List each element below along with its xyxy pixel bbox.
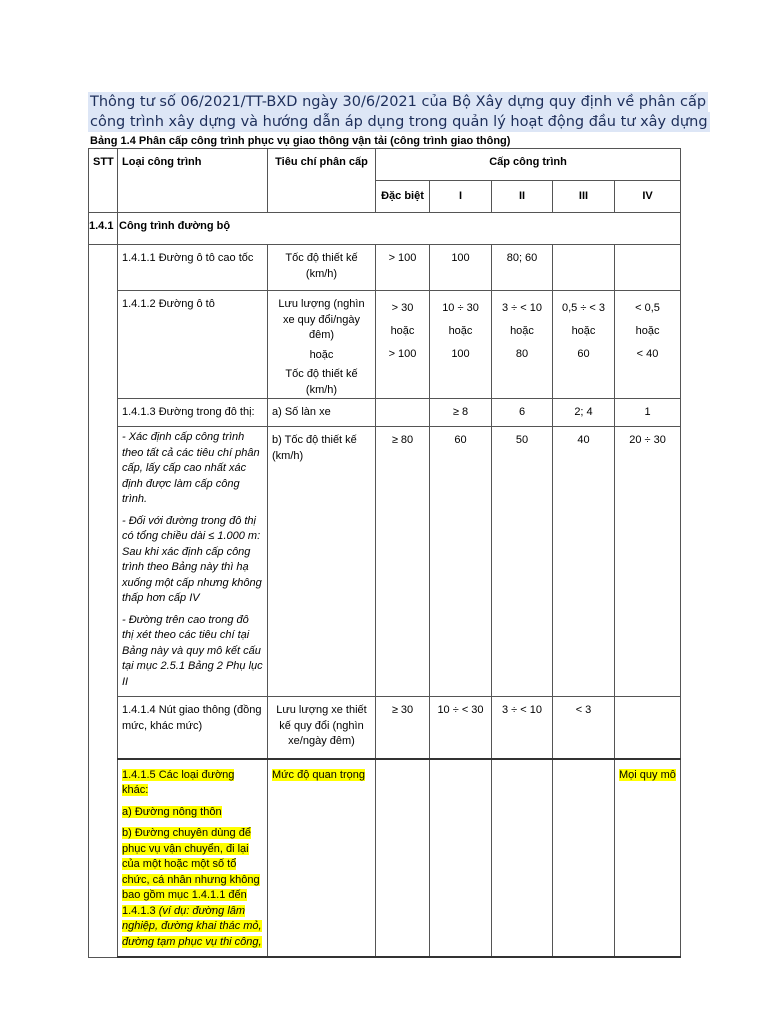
section-stt: 1.4.1: [89, 213, 118, 245]
row-type: 1.4.1.3 Đường trong đô thị:: [118, 399, 268, 427]
value-line: hoặc: [571, 325, 596, 337]
table-row: [89, 427, 681, 697]
table-row: [89, 697, 681, 759]
value-grade-3: [553, 245, 615, 291]
header-grade-2: II: [492, 181, 553, 213]
value-special: > 100: [376, 245, 430, 291]
header-type: Loại công trình: [118, 149, 268, 213]
value-grade-3: [553, 759, 615, 958]
value-line: hoặc: [635, 325, 660, 337]
value-grade-1: ≥ 8: [430, 399, 492, 427]
value-grade-1: 60: [430, 427, 492, 697]
value-line: 3 ÷ < 10: [502, 302, 542, 314]
value-grade-3: < 3: [553, 697, 615, 759]
table-caption: Bảng 1.4 Phân cấp công trình phục vụ giao thông vận tải (công trình giao thông): [90, 135, 511, 147]
criteria-traffic: Lưu lượng (nghìn xe quy đổi/ngày đêm): [278, 298, 365, 341]
dedicated-roads-examples: (ví dụ: đường lâm nghiệp, đường khai thác mỏ, đường tạm phục vụ thi công,: [122, 904, 262, 948]
value-special: [376, 291, 430, 399]
row-criteria: b) Tốc độ thiết kế (km/h): [268, 427, 376, 697]
value-grade-4: 1: [615, 399, 681, 427]
value-grade-1: [430, 759, 492, 958]
table-row: [89, 291, 681, 399]
value-grade-1: 10 ÷ < 30: [430, 697, 492, 759]
header-criteria: Tiêu chí phân cấp: [268, 149, 376, 213]
value-special: ≥ 30: [376, 697, 430, 759]
value-line: 100: [451, 348, 470, 360]
other-roads-title: 1.4.1.5 Các loại đường khác:: [122, 768, 235, 796]
heading-line-1: Thông tư số 06/2021/TT-BXD ngày 30/6/2021 của Bộ Xây dựng quy định về phân cấp: [90, 94, 707, 110]
value-grade-4: [615, 697, 681, 759]
row-criteria: a) Số làn xe: [268, 399, 376, 427]
value-grade-2: 3 ÷ < 10: [492, 697, 553, 759]
document-heading: [88, 92, 708, 132]
value-line: hoặc: [448, 325, 473, 337]
header-grade-4: IV: [615, 181, 681, 213]
value-line: < 40: [636, 348, 659, 360]
value-line: hoặc: [390, 325, 415, 337]
criteria-speed: Tốc độ thiết kế (km/h): [285, 368, 358, 396]
classification-table: [88, 148, 681, 958]
value-grade-2: 80; 60: [492, 245, 553, 291]
value-line: 80: [515, 348, 529, 360]
all-scales: Mọi quy mô: [619, 768, 676, 781]
heading-line-2: công trình xây dựng và hướng dẫn áp dụng trong quản lý hoạt động đầu tư xây dựng: [90, 114, 708, 130]
value-line: hoặc: [510, 325, 534, 337]
value-grade-3: 2; 4: [553, 399, 615, 427]
value-line: 10 ÷ 30: [442, 302, 479, 314]
row-criteria: [268, 759, 376, 958]
value-grade-1: 100: [430, 245, 492, 291]
value-grade-3: 40: [553, 427, 615, 697]
row-criteria: [268, 291, 376, 399]
value-special: [376, 399, 430, 427]
rural-roads: a) Đường nông thôn: [122, 805, 222, 818]
value-grade-4: 20 ÷ 30: [615, 427, 681, 697]
value-grade-4: [615, 759, 681, 958]
row-notes: [118, 427, 268, 697]
value-grade-4: [615, 291, 681, 399]
value-special: [376, 759, 430, 958]
row-type: 1.4.1.2 Đường ô tô: [118, 291, 268, 399]
row-type: 1.4.1.1 Đường ô tô cao tốc: [118, 245, 268, 291]
value-line: > 30: [391, 302, 414, 314]
note-2: - Đối với đường trong đô thị có tổng chiều dài ≤ 1.000 m: Sau khi xác định cấp công trình theo Bảng này thì hạ xuống một cấp nhưng không thấp hơn cấp IV: [122, 514, 262, 604]
value-grade-4: [615, 245, 681, 291]
dedicated-roads: b) Đường chuyên dùng để phục vụ vận chuyển, đi lại của một hoặc một số tổ chức, cá nhân nhưng không bao gồm mục 1.4.1.1 đến 1.4.1.3: [122, 827, 260, 917]
header-grade-1: I: [430, 181, 492, 213]
value-grade-2: [492, 759, 553, 958]
note-1: - Xác định cấp công trình theo tất cả các tiêu chí phân cấp, lấy cấp cao nhất xác định được làm cấp công trình.: [122, 431, 260, 505]
value-line: < 0,5: [635, 302, 660, 314]
header-stt: STT: [89, 149, 118, 213]
stt-spacer-cell: [89, 245, 118, 958]
value-grade-3: [553, 291, 615, 399]
table-row: [89, 759, 681, 958]
header-grade-3: III: [553, 181, 615, 213]
note-3: - Đường trên cao trong đô thị xét theo các tiêu chí tại Bảng này và quy mô kết cấu tại mục 2.5.1 Bảng 2 Phụ lục II: [122, 613, 263, 688]
value-grade-2: [492, 291, 553, 399]
header-grade: Cấp công trình: [376, 149, 681, 181]
section-title: Công trình đường bộ: [118, 213, 681, 245]
header-grade-special: Đặc biệt: [376, 181, 430, 213]
row-criteria: Tốc độ thiết kế (km/h): [268, 245, 376, 291]
value-grade-2: 6: [492, 399, 553, 427]
value-line: 60: [577, 348, 590, 360]
row-type: [118, 759, 268, 958]
table-row: [89, 399, 681, 427]
row-type: 1.4.1.4 Nút giao thông (đồng mức, khác mức): [118, 697, 268, 759]
value-special: ≥ 80: [376, 427, 430, 697]
table-row: [89, 245, 681, 291]
importance-level: Mức độ quan trọng: [272, 768, 365, 781]
value-line: 0,5 ÷ < 3: [561, 302, 606, 314]
section-row: [89, 213, 681, 245]
criteria-or: hoặc: [309, 348, 334, 361]
value-grade-1: [430, 291, 492, 399]
table-header-row: [89, 149, 681, 181]
row-criteria: Lưu lượng xe thiết kế quy đổi (nghìn xe/ngày đêm): [268, 697, 376, 759]
value-grade-2: 50: [492, 427, 553, 697]
value-line: > 100: [388, 348, 417, 360]
